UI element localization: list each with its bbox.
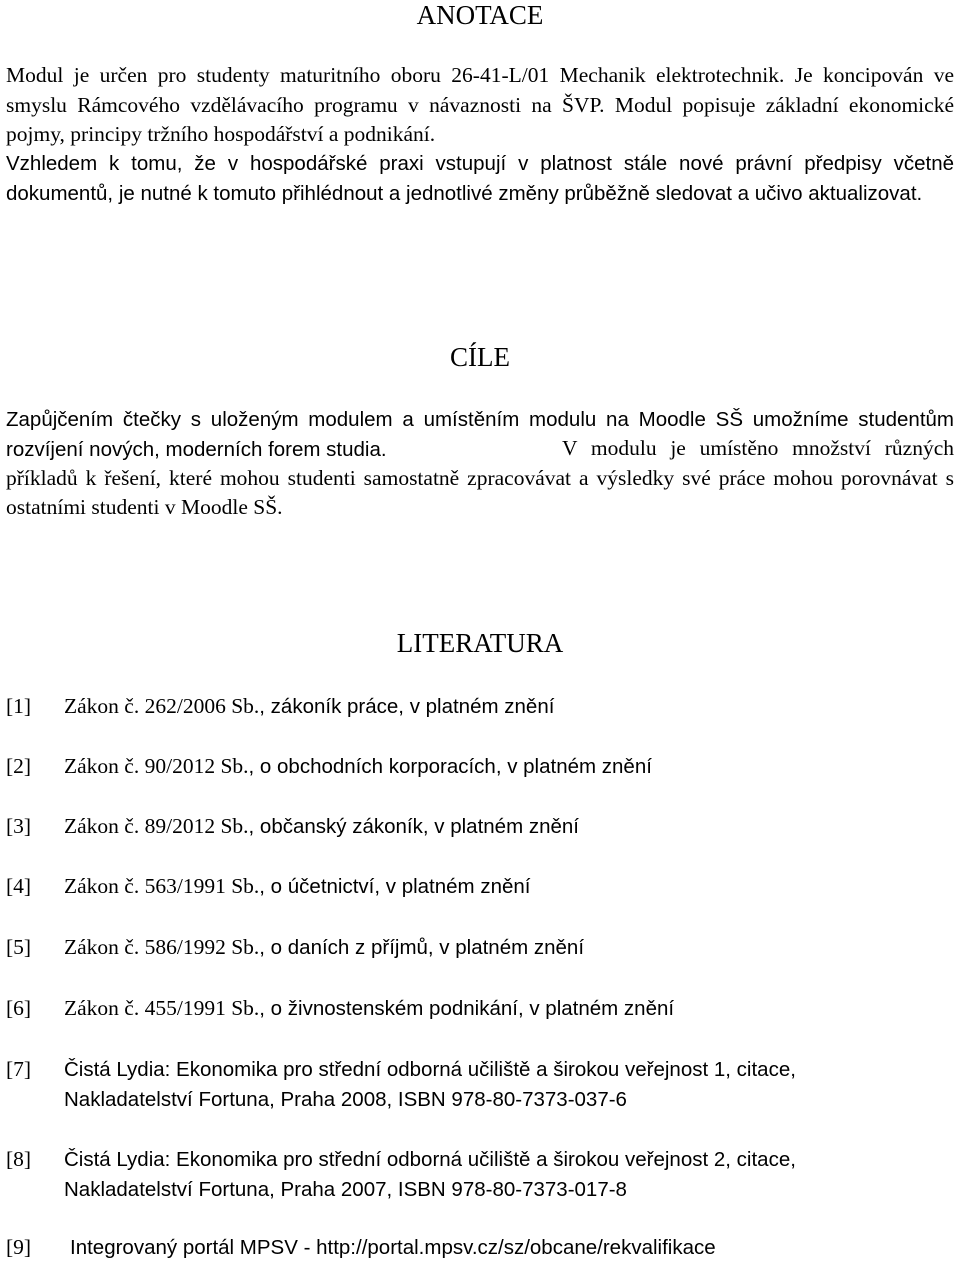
reference-number: [4] <box>6 874 32 898</box>
reference-line-1: Čistá Lydia: Ekonomika pro střední odborná učiliště a širokou veřejnost 2, citace, <box>64 1148 796 1171</box>
reference-number: [5] <box>6 935 32 959</box>
reference-number: [3] <box>6 814 32 838</box>
reference-line-2: Nakladatelství Fortuna, Praha 2007, ISBN 978-80-7373-017-8 <box>64 1177 627 1201</box>
cile-paragraph-2: V modulu je umístěno množství různých příkladů k řešení, které mohou studenti samostatně zpracovávat a výsledky své práce mohou porovnávat s ostatními studenti v Moodle SŠ. <box>6 436 954 519</box>
reference-desc: , o daních z příjmů, v platném znění <box>259 936 585 959</box>
reference-law: Zákon č. 89/2012 Sb. <box>64 814 249 838</box>
reference-line-1: Integrovaný portál MPSV - http://portal.mpsv.cz/sz/obcane/rekvalifikace <box>70 1236 716 1259</box>
cile-paragraph-2-wrapper <box>6 434 954 523</box>
reference-number: [7] <box>6 1057 32 1081</box>
reference-desc: , o obchodních korporacích, v platném znění <box>248 755 652 778</box>
reference-number: [9] <box>6 1235 32 1259</box>
reference-line-2: Nakladatelství Fortuna, Praha 2008, ISBN 978-80-7373-037-6 <box>64 1087 627 1111</box>
reference-number: [8] <box>6 1147 32 1171</box>
reference-line-1: Čistá Lydia: Ekonomika pro střední odborná učiliště a širokou veřejnost 1, citace, <box>64 1058 796 1081</box>
reference-law: Zákon č. 90/2012 Sb. <box>64 754 249 778</box>
anotace-paragraph-1: Modul je určen pro studenty maturitního oboru 26-41-L/01 Mechanik elektrotechnik. Je koncipován ve smyslu Rámcového vzdělávacího programu v návaznosti na ŠVP. Modul popisuje základní ekonomické pojmy, principy tržního hospodářství a podnikání. <box>6 63 954 146</box>
reference-law: Zákon č. 455/1991 Sb. <box>64 996 260 1020</box>
reference-number: [1] <box>6 694 32 718</box>
cile-paragraph-1: Zapůjčením čtečky s uloženým modulem a umístěním modulu na Moodle SŠ umožníme studentům rozvíjení nových, moderních forem studia. <box>6 408 954 461</box>
reference-law: Zákon č. 563/1991 Sb. <box>64 874 260 898</box>
reference-number: [6] <box>6 996 32 1020</box>
anotace-paragraph-2: Vzhledem k tomu, že v hospodářské praxi vstupují v platnost stále nové právní předpisy včetně dokumentů, je nutné k tomuto přihlédnout a jednotlivé změny průběžně sledovat a učivo aktualizovat. <box>6 152 954 205</box>
reference-law: Zákon č. 262/2006 Sb. <box>64 694 260 718</box>
reference-desc: , o účetnictví, v platném znění <box>259 875 531 898</box>
section-title-anotace: ANOTACE <box>416 0 544 30</box>
reference-number: [2] <box>6 754 32 778</box>
reference-desc: , o živnostenském podnikání, v platném znění <box>259 997 675 1020</box>
reference-desc: , zákoník práce, v platném znění <box>259 695 555 718</box>
section-title-cile: CÍLE <box>450 342 510 372</box>
reference-desc: , občanský zákoník, v platném znění <box>248 815 579 838</box>
reference-law: Zákon č. 586/1992 Sb. <box>64 935 260 959</box>
section-title-literatura: LITERATURA <box>396 628 564 658</box>
